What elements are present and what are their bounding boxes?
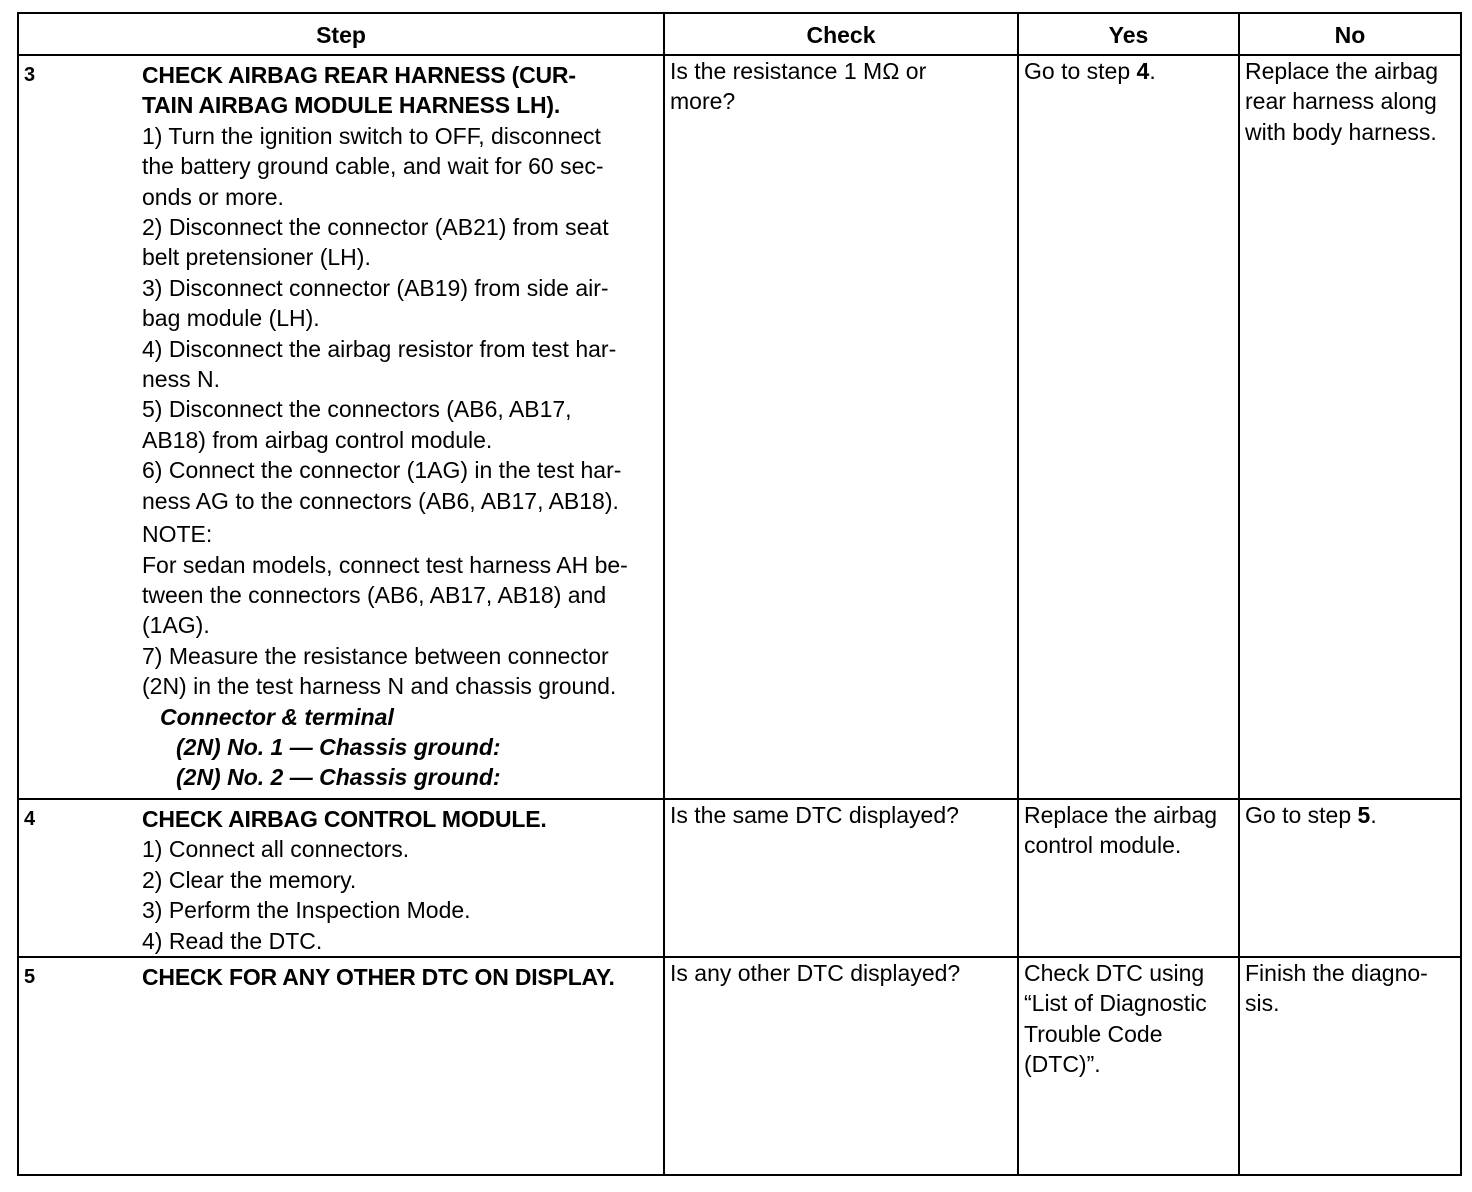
step-number: 5	[24, 966, 36, 989]
yes-line: control module.	[1024, 832, 1182, 859]
step-title-line: TAIN AIRBAG MODULE HARNESS LH).	[142, 92, 561, 119]
table-row-step-4	[18, 799, 1461, 957]
check-line: Is the same DTC displayed?	[670, 802, 959, 828]
no-step-ref: 5	[1357, 802, 1371, 828]
no-prefix: Go to step	[1245, 802, 1358, 828]
instruction-line: ness N.	[142, 366, 220, 393]
instruction-line: ness AG to the connectors (AB6, AB17, AB18).	[142, 487, 619, 514]
yes-line: Trouble Code	[1024, 1020, 1163, 1047]
yes-line: Replace the airbag	[1024, 802, 1218, 828]
yes-cell	[1018, 55, 1239, 799]
no-text	[1245, 800, 1455, 830]
check-cell	[664, 55, 1018, 799]
header-yes: Yes	[1018, 13, 1239, 55]
note-line: tween the connectors (AB6, AB17, AB18) and	[142, 581, 607, 608]
header-check: Check	[664, 13, 1018, 55]
step-body	[142, 962, 658, 992]
instruction-line: 4) Read the DTC.	[142, 927, 323, 954]
header-no: No	[1239, 13, 1461, 55]
instruction-line: (2N) in the test harness N and chassis ground.	[142, 673, 617, 700]
check-cell	[664, 799, 1018, 957]
instruction-line: 3) Disconnect connector (AB19) from side air-	[142, 274, 609, 301]
instruction-line: AB18) from airbag control module.	[142, 426, 493, 453]
instruction-line: 3) Perform the Inspection Mode.	[142, 897, 471, 924]
instruction-line: 4) Disconnect the airbag resistor from test har-	[142, 335, 617, 362]
no-line: rear harness along	[1245, 88, 1437, 115]
yes-line: Check DTC using	[1024, 960, 1205, 987]
check-cell	[664, 957, 1018, 1175]
table-row-step-5	[18, 957, 1461, 1175]
no-cell	[1239, 55, 1461, 799]
no-suffix: .	[1370, 802, 1377, 828]
step-number: 3	[24, 64, 36, 86]
yes-prefix: Go to step	[1024, 58, 1137, 84]
instruction-line: 2) Clear the memory.	[142, 866, 357, 893]
table-row-step-3	[18, 55, 1461, 799]
step-number: 4	[24, 808, 36, 830]
check-line: Is the resistance 1 MΩ or	[670, 58, 927, 84]
step-title-line: CHECK AIRBAG CONTROL MODULE.	[142, 806, 547, 832]
instruction-line: belt pretensioner (LH).	[142, 244, 371, 271]
instruction-line: 6) Connect the connector (1AG) in the test har-	[142, 457, 622, 484]
note-line: For sedan models, connect test harness AH be-	[142, 551, 628, 578]
instruction-line: 7) Measure the resistance between connector	[142, 642, 609, 669]
yes-line: “List of Diagnostic	[1024, 990, 1207, 1017]
spec-heading: Connector & terminal	[160, 703, 394, 730]
spec-line: (2N) No. 2 — Chassis ground:	[176, 764, 501, 791]
yes-text	[1024, 56, 1233, 86]
no-line: Replace the airbag	[1245, 58, 1439, 84]
header-step: Step	[18, 13, 664, 55]
step-body	[142, 804, 658, 956]
check-line: Is any other DTC displayed?	[670, 960, 961, 987]
no-line: sis.	[1245, 990, 1280, 1017]
instruction-line: 2) Disconnect the connector (AB21) from seat	[142, 214, 609, 241]
no-cell	[1239, 799, 1461, 957]
yes-line: (DTC)”.	[1024, 1051, 1101, 1078]
step-cell	[18, 957, 664, 1175]
yes-cell	[1018, 957, 1239, 1175]
yes-step-ref: 4	[1136, 58, 1150, 84]
step-title-line: CHECK AIRBAG REAR HARNESS (CUR-	[142, 62, 576, 88]
no-cell	[1239, 957, 1461, 1175]
step-cell	[18, 799, 664, 957]
step-body	[142, 60, 658, 793]
no-line: with body harness.	[1245, 118, 1437, 145]
instruction-line: bag module (LH).	[142, 305, 320, 332]
instruction-line: 5) Disconnect the connectors (AB6, AB17,	[142, 396, 572, 423]
instruction-line: 1) Turn the ignition switch to OFF, disconnect	[142, 122, 601, 149]
yes-suffix: .	[1149, 58, 1156, 84]
instruction-line: the battery ground cable, and wait for 60 sec-	[142, 153, 604, 180]
diagnostic-table	[17, 12, 1462, 1176]
instruction-line: onds or more.	[142, 183, 284, 210]
instruction-line: 1) Connect all connectors.	[142, 836, 410, 863]
step-cell	[18, 55, 664, 799]
no-line: Finish the diagno-	[1245, 960, 1428, 987]
step-title-line: CHECK FOR ANY OTHER DTC ON DISPLAY.	[142, 964, 615, 991]
note-line: (1AG).	[142, 612, 210, 639]
table-header-row	[18, 13, 1461, 55]
yes-cell	[1018, 799, 1239, 957]
note-label: NOTE:	[142, 521, 213, 548]
check-line: more?	[670, 88, 736, 115]
spec-line: (2N) No. 1 — Chassis ground:	[176, 733, 501, 760]
